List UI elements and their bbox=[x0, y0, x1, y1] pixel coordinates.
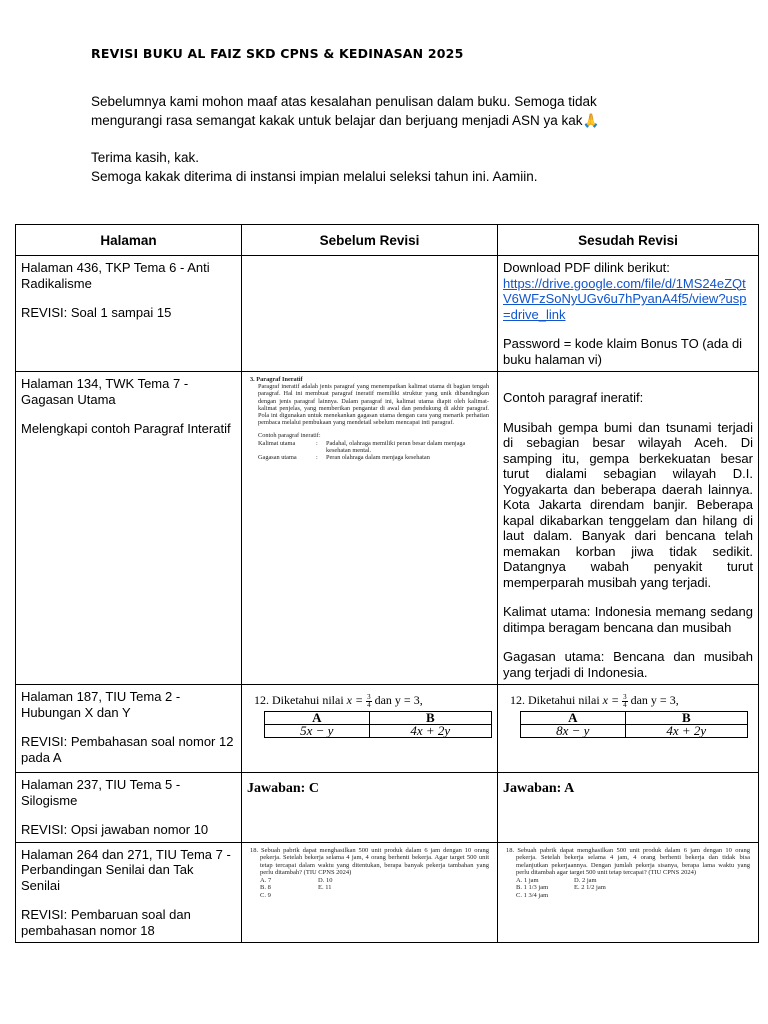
header-sebelum: Sebelum Revisi bbox=[242, 225, 498, 256]
cell-b-after: 4x + 2y bbox=[625, 724, 747, 737]
halaman-text: Halaman 134, TWK Tema 7 - Gagasan Utama bbox=[21, 376, 189, 407]
question-18-before: 18. Sebuah pabrik dapat menghasilkan 500 unit produk dalam 6 jam dengan 10 orang pekerja. Setelah bekerja selama 4 jam, 4 orang berhenti bekerja. Agar target 500 unit tetap tercapai dalam waktu yang ditentukan, berapa banyak pekerja tambahan yang perlu ditambah? (TIU CPNS 2024) A. 7 D. 10 B. 8 E. 11 C. 9 bbox=[250, 846, 489, 900]
sesudah-gagasan-utama: Gagasan utama: Bencana dan musibah yang terjadi di Indonesia. bbox=[503, 649, 753, 680]
revisi-text: REVISI: Soal 1 sampai 15 bbox=[21, 305, 172, 320]
halaman-text: Halaman 264 dan 271, TIU Tema 7 - Perbandingan Senilai dan Tak Senilai bbox=[21, 846, 231, 893]
revisi-text: REVISI: Pembaruan soal dan pembahasan nomor 18 bbox=[21, 907, 191, 938]
drive-link[interactable]: https://drive.google.com/file/d/1MS24eZQtV6WFzSoNyUGv6u7hPyanA4f5/view?usp=drive_link bbox=[503, 275, 747, 322]
halaman-cell bbox=[16, 372, 242, 685]
revisi-text: Melengkapi contoh Paragraf Interatif bbox=[21, 421, 231, 436]
sesudah-cell bbox=[498, 773, 759, 843]
thanks-text: Terima kasih, kak. bbox=[91, 150, 200, 165]
cell-b-before: 4x + 2y bbox=[369, 724, 491, 737]
table-row bbox=[16, 842, 759, 943]
intro-section bbox=[91, 92, 731, 186]
table-row bbox=[16, 773, 759, 843]
sesudah-cell bbox=[498, 685, 759, 773]
excerpt-heading: 3. Paragraf Ineratif bbox=[250, 376, 303, 383]
sebelum-cell bbox=[242, 372, 498, 685]
question-12-after: 12. Diketahui nilai x = $\frac{3}{4}$ dan y = 3, A B 8x − y 4x + 2y bbox=[504, 689, 752, 738]
halaman-text: Halaman 187, TIU Tema 2 - Hubungan X dan Y bbox=[21, 689, 181, 720]
sesudah-cell bbox=[498, 256, 759, 372]
table-header-row bbox=[16, 225, 759, 256]
header-halaman: Halaman bbox=[16, 225, 242, 256]
intro-line-1: Sebelumnya kami mohon maaf atas kesalahan penulisan dalam buku. Semoga tidak bbox=[91, 94, 597, 109]
options-after: A. 1 jam D. 2 jam B. 1 1/3 jam E. 2 1/2 jam C. 1 3/4 jam bbox=[516, 876, 606, 900]
document-title: REVISI BUKU AL FAIZ SKD CPNS & KEDINASAN 2025 bbox=[91, 46, 464, 61]
sebelum-cell bbox=[242, 256, 498, 372]
excerpt-gagasan-value: Peran olahraga dalam menjaga kesehatan bbox=[326, 454, 430, 462]
halaman-text: Halaman 436, TKP Tema 6 - Anti Radikalisme bbox=[21, 260, 210, 291]
halaman-cell bbox=[16, 256, 242, 372]
fraction-three-quarters: $\frac{3}{4}$ bbox=[367, 692, 371, 709]
intro-line-2: mengurangi rasa semangat kakak untuk belajar dan berjuang menjadi ASN ya kak🙏 bbox=[91, 113, 600, 128]
revisi-text: REVISI: Pembahasan soal nomor 12 pada A bbox=[21, 734, 234, 765]
paragraf-ineratif-excerpt: 3. Paragraf Ineratif Paragraf ineratif adalah jenis paragraf yang menempatkan kalimat utama di bagian tengah paragraf. Hal ini membuat paragraf ineratif memiliki struktur yang unik dibandingkan dengan jenis paragraf lainnya. Dalam paragraf ini, kalimat utama diapit oleh kalimat-kalimat penjelas, yang memberikan pengantar di awal dan pendukung di akhir paragraf. Pola ini digunakan untuk menekankan gagasan utama dengan cara yang menarik perhatian pembaca melalui pembukaan yang mendetail sebelum mencapai inti paragraf. Contoh paragraf ineratif: Kalimat utama : Padahal, olahraga memiliki peran besar dalam menjaga kesehatan mental. Gagasan utama : Peran olahraga dalam menjaga kesehatan bbox=[250, 376, 489, 462]
revision-table bbox=[15, 224, 759, 943]
cell-a-before: 5x − y bbox=[265, 724, 370, 737]
sebelum-cell bbox=[242, 685, 498, 773]
table-row bbox=[16, 685, 759, 773]
cell-a-after: 8x − y bbox=[521, 724, 626, 737]
sesudah-paragraf: Musibah gempa bumi dan tsunami terjadi di sebagian besar wilayah Aceh. Di samping itu, gempa berkekuatan besar turut dialami sebagian wilayah D.I. Yogyakarta dan beberapa daerah lainnya. Kota Jakarta direndam banjir. Beberapa kapal dikabarkan tenggelam dan hilang di laut dalam. Banyak dari bencana telah memakan korban jiwa tidak sedikit. Datangnya wabah penyakit turut memperparah musibah yang terjadi. bbox=[503, 419, 753, 590]
excerpt-kalimat-value: Padahal, olahraga memiliki peran besar dalam menjaga kesehatan mental. bbox=[326, 439, 466, 454]
halaman-cell bbox=[16, 842, 242, 943]
halaman-cell bbox=[16, 773, 242, 843]
sesudah-cell bbox=[498, 842, 759, 943]
sesudah-contoh-label: Contoh paragraf ineratif: bbox=[503, 390, 644, 405]
sesudah-kalimat-utama: Kalimat utama: Indonesia memang sedang ditimpa beragam bencana dan musibah bbox=[503, 604, 753, 635]
download-intro: Download PDF dilink berikut: bbox=[503, 260, 670, 275]
excerpt-contoh: Contoh paragraf ineratif: bbox=[258, 432, 321, 440]
table-row bbox=[16, 256, 759, 372]
halaman-cell bbox=[16, 685, 242, 773]
options-before: A. 7 D. 10 B. 8 E. 11 C. 9 bbox=[260, 876, 333, 900]
answer-before: Jawaban: C bbox=[247, 781, 319, 796]
sesudah-cell bbox=[498, 372, 759, 685]
fraction-three-quarters: $\frac{3}{4}$ bbox=[623, 692, 627, 709]
table-row bbox=[16, 372, 759, 685]
answer-after: Jawaban: A bbox=[503, 781, 575, 796]
sebelum-cell bbox=[242, 773, 498, 843]
password-text: Password = kode klaim Bonus TO (ada di buku halaman vi) bbox=[503, 336, 743, 367]
ab-table-before: A B 5x − y 4x + 2y bbox=[264, 711, 492, 738]
question-18-after: 18. Sebuah pabrik dapat menghasilkan 500 unit produk dalam 6 jam dengan 10 orang pekerja. Setelah bekerja selama 4 jam, 4 orang berhenti bekerja dan tidak bisa melanjutkan pekerjaannya. Dengan jumlah pekerja sisanya, berapa lama waktu yang perlu ditambah agar target 500 unit tetap tercapai? (TIU CPNS 2024) A. 1 jam D. 2 jam B. 1 1/3 jam E. 2 1/2 jam C. 1 3/4 jam bbox=[506, 846, 750, 900]
revisi-text: REVISI: Opsi jawaban nomor 10 bbox=[21, 822, 209, 837]
ab-table-after: A B 8x − y 4x + 2y bbox=[520, 711, 748, 738]
sebelum-cell bbox=[242, 842, 498, 943]
excerpt-body: Paragraf ineratif adalah jenis paragraf yang menempatkan kalimat utama di bagian tengah paragraf. Hal ini membuat paragraf ineratif memiliki struktur yang unik dibandingkan dengan jenis paragraf lainnya. Dalam paragraf ini, kalimat utama diapit oleh kalimat-kalimat penjelas, yang memberikan pengantar di awal dan pendukung di akhir paragraf. Pola ini digunakan untuk menekankan gagasan utama dengan cara yang menarik perhatian pembaca melalui pembukaan yang mendetail sebelum mencapai inti paragraf. bbox=[258, 383, 489, 427]
question-12-before: 12. Diketahui nilai x = $\frac{3}{4}$ dan y = 3, A B 5x − y 4x + 2y bbox=[248, 689, 491, 738]
header-sesudah: Sesudah Revisi bbox=[498, 225, 759, 256]
excerpt-kalimat-label: Kalimat utama bbox=[258, 439, 296, 447]
wish-text: Semoga kakak diterima di instansi impian melalui seleksi tahun ini. Aamiin. bbox=[91, 169, 538, 184]
excerpt-gagasan-label: Gagasan utama bbox=[258, 454, 297, 462]
halaman-text: Halaman 237, TIU Tema 5 - Silogisme bbox=[21, 777, 181, 808]
